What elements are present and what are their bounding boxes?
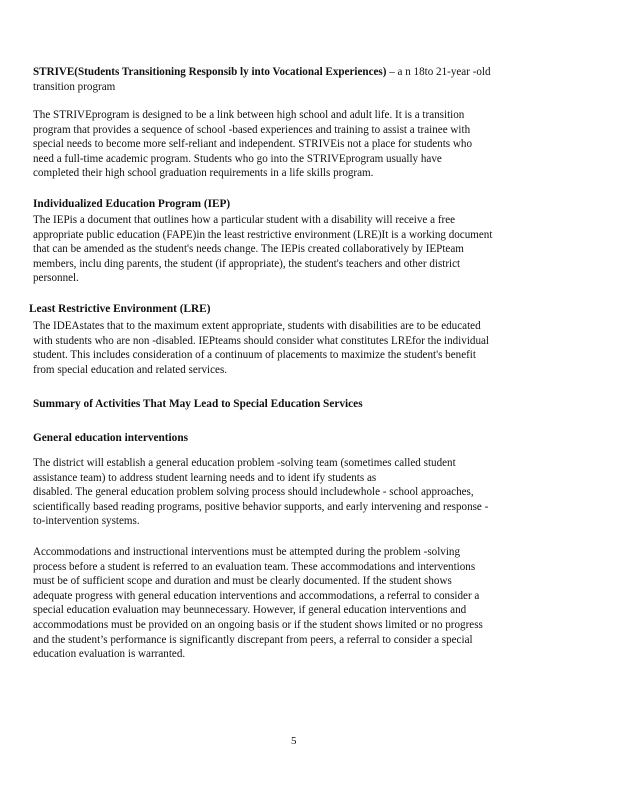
paragraph-line: The STRIVEprogram is designed to be a link between high school and adult life. It is a transition [33, 109, 465, 121]
paragraph-line: to-intervention systems. [33, 515, 140, 528]
paragraph-line: The district will establish a general education problem -solving team (sometimes called student [33, 457, 456, 469]
paragraph-line: program that provides a sequence of school -based experiences and training to assist a trainee with [33, 123, 471, 136]
paragraph-line: must be of sufficient scope and duration and must be clearly documented. If the student shows [33, 575, 452, 588]
strive-heading [33, 65, 491, 94]
paragraph-line: personnel. [33, 272, 79, 285]
paragraph-line: process before a student is referred to an evaluation team. These accommodations and interventions [33, 560, 476, 573]
paragraph-line: accommodations must be provided on an ongoing basis or if the student shows limited or no progress [33, 618, 483, 631]
paragraph-line: adequate progress with general education interventions and accommodations, a referral to consider a [33, 589, 480, 602]
paragraph-line: disabled. The general education problem solving process should includewhole - school approaches, [33, 486, 474, 499]
paragraph-line: that can be amended as the student's needs change. The IEPis created collaboratively by IEPteam [33, 243, 464, 256]
strive-paragraph [33, 108, 472, 181]
lre-paragraph [33, 319, 489, 377]
iep-paragraph [33, 213, 492, 286]
paragraph-line: with students who are non -disabled. IEPteams should consider what constitutes LREfor the individual [33, 334, 489, 347]
paragraph-line: education evaluation is warranted. [33, 648, 186, 661]
summary-heading: Summary of Activities That May Lead to Special Education Services [33, 398, 363, 410]
iep-heading: Individualized Education Program (IEP) [33, 198, 231, 210]
general-paragraph-1 [33, 456, 488, 529]
general-paragraph-2 [33, 545, 483, 662]
paragraph-line: from special education and related services. [33, 363, 228, 376]
paragraph-line: and the student’s performance is significantly discrepant from peers, a referral to consider a special [33, 633, 473, 646]
paragraph-line: student. This includes consideration of a continuum of placements to maximize the student's benefit [33, 349, 476, 362]
paragraph-line: special needs to become more self-reliant and independent. STRIVEis not a place for students who [33, 138, 472, 151]
lre-heading: Least Restrictive Environment (LRE) [29, 303, 211, 315]
paragraph-line: members, inclu ding parents, the student (if appropriate), the student's teachers and other district [33, 257, 461, 270]
paragraph-line: completed their high school graduation requirements in a life skills program. [33, 167, 374, 180]
paragraph-line: The IDEAstates that to the maximum extent appropriate, students with disabilities are to be educated [33, 320, 481, 332]
paragraph-line: The IEPis a document that outlines how a particular student with a disability will receive a free [33, 214, 456, 226]
page-number: 5 [291, 735, 297, 747]
strive-heading-subtitle: – a n 18to 21-year -old [386, 66, 491, 78]
paragraph-line: Accommodations and instructional interventions must be attempted during the problem -solving [33, 546, 461, 558]
paragraph-line: need a full-time academic program. Students who go into the STRIVEprogram usually have [33, 152, 442, 165]
strive-heading-title: STRIVE(Students Transitioning Responsib ly into Vocational Experiences) [33, 66, 387, 78]
paragraph-line: appropriate public education (FAPE)in the least restrictive environment (LRE)It is a working document [33, 228, 493, 241]
paragraph-line: assistance team) to address student learning needs and to ident ify students as [33, 471, 377, 484]
paragraph-line: special education evaluation may beunnecessary. However, if general education interventions and [33, 604, 467, 617]
strive-heading-line2: transition program [33, 80, 116, 93]
paragraph-line: scientifically based reading programs, positive behavior supports, and early intervening and response - [33, 500, 489, 513]
general-heading: General education interventions [33, 432, 189, 444]
